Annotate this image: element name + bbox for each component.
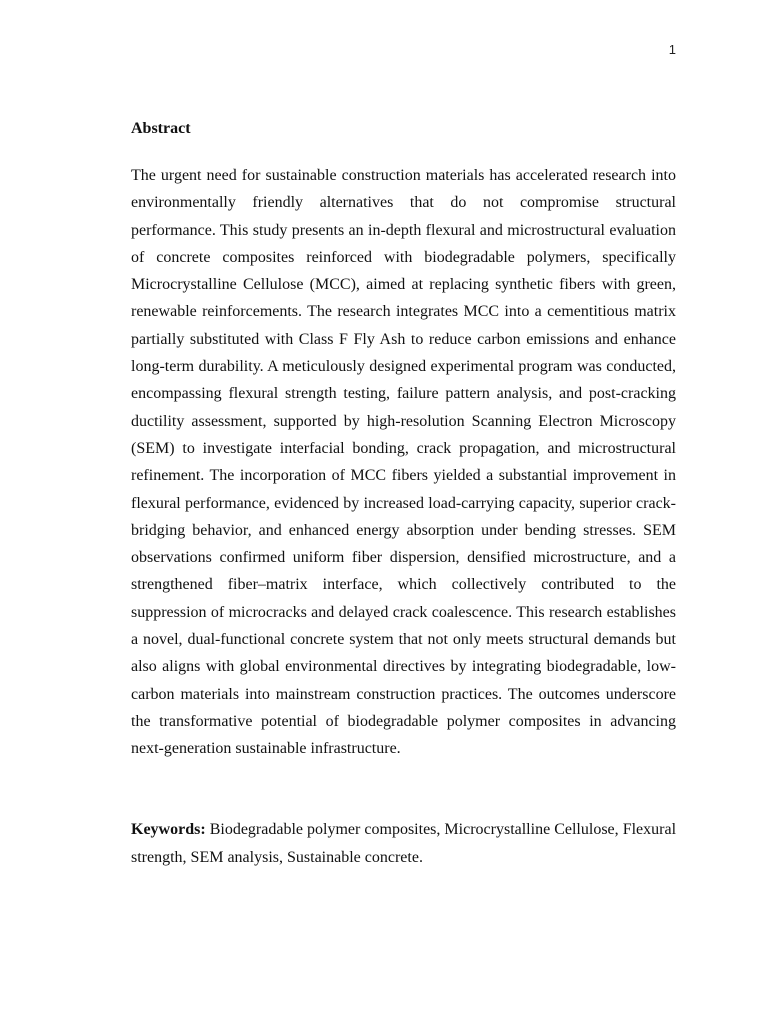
keywords-paragraph [131,816,676,872]
keywords-text: Biodegradable polymer composites, Microcrystalline Cellulose, Flexural strength, SEM analysis, Sustainable concrete. [131,821,677,866]
abstract-heading: Abstract [131,120,191,137]
keywords-label: Keywords: [131,821,206,838]
abstract-paragraph: The urgent need for sustainable construction materials has accelerated research into environmentally friendly alternatives that do not compromise structural performance. This study presents an in-depth flexural and microstructural evaluation of concrete composites reinforced with biodegradable polymers, specifically Microcrystalline Cellulose (MCC), aimed at replacing synthetic fibers with green, renewable reinforcements. The research integrates MCC into a cementitious matrix partially substituted with Class F Fly Ash to reduce carbon emissions and enhance long-term durability. A meticulously designed experimental program was conducted, encompassing flexural strength testing, failure pattern analysis, and post-cracking ductility assessment, supported by high-resolution Scanning Electron Microscopy (SEM) to investigate interfacial bonding, crack propagation, and microstructural refinement. The incorporation of MCC fibers yielded a substantial improvement in flexural performance, evidenced by increased load-carrying capacity, superior crack-bridging behavior, and enhanced energy absorption under bending stresses. SEM observations confirmed uniform fiber dispersion, densified microstructure, and a strengthened fiber–matrix interface, which collectively contributed to the suppression of microcracks and delayed crack coalescence. This research establishes a novel, dual-functional concrete system that not only meets structural demands but also aligns with global environmental directives by integrating biodegradable, low-carbon materials into mainstream construction practices. The outcomes underscore the transformative potential of biodegradable polymer composites in advancing next-generation sustainable infrastructure. [131,167,676,758]
page-number: 1 [668,42,676,57]
